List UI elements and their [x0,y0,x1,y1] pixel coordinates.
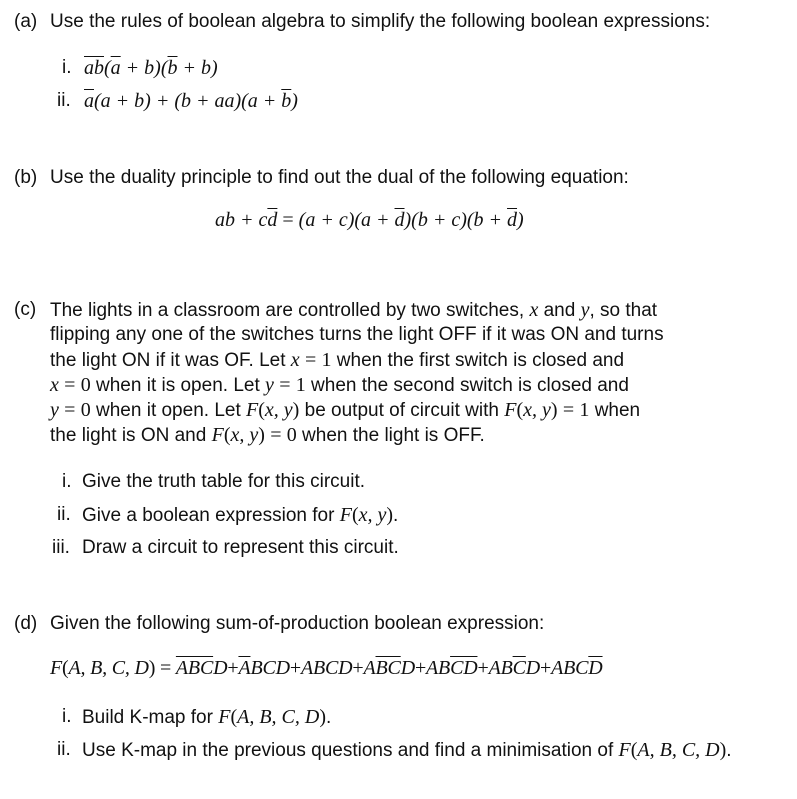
part-b-label: (b) [14,167,38,188]
part-c-item-iii-num: iii. [52,537,70,558]
part-a-item-ii-num: ii. [57,90,71,111]
part-c-item-iii-text: Draw a circuit to represent this circuit. [82,537,399,558]
part-a-item-ii-expr: $\overline{a}(a + b) + (b + aa)(a + \overline{b})$ [84,90,298,112]
part-c-line-1: The lights in a classroom are controlled by two switches, x and y, so that [50,299,658,321]
part-a-text: Use the rules of boolean algebra to simplify the following boolean expressions: [50,11,711,32]
part-d-item-i-text: Build K-map for F(A, B, C, D). [82,706,332,728]
part-c-item-ii-text: Give a boolean expression for F(x, y). [82,504,399,526]
part-c-line-2: flipping any one of the switches turns the light OFF if it was ON and turns [50,324,664,345]
part-d-expression: F(A, B, C, $D) = \overline{ABC}D+\overline{A}BCD+ABCD+A\overline{BC}D+AB\overline{CD}+AB\overline{C}D+ABC\overline{D}$ [50,657,603,679]
part-a-item-i-expr: $\overline{ab}(\overline{a} + b)(\overline{b} + b)$ [84,57,218,79]
part-c-item-ii-num: ii. [57,504,71,525]
part-d-item-i-num: i. [62,706,72,727]
part-c-line-4: x = 0 when it is open. Let y = 1 when the second switch is closed and [50,374,629,396]
part-d-text: Given the following sum-of-production boolean expression: [50,613,545,634]
part-c-label: (c) [14,299,37,320]
part-c-line-3: the light ON if it was OF. Let x = 1 when the first switch is closed and [50,349,625,371]
part-d-label: (d) [14,613,38,634]
part-d-item-ii-text: Use K-map in the previous questions and find a minimisation of F(A, B, C, D). [82,739,732,761]
part-b-text: Use the duality principle to find out the dual of the following equation: [50,167,629,188]
part-c-item-i-num: i. [62,471,72,492]
part-a-item-i-num: i. [62,57,72,78]
part-c-item-i-text: Give the truth table for this circuit. [82,471,366,492]
part-d-item-ii-num: ii. [57,739,71,760]
part-c-line-6: the light is ON and F(x, y) = 0 when the light is OFF. [50,424,485,446]
part-a-label: (a) [14,11,38,32]
part-b-equation: ab + $c\overline{d} = (a + c)(a + \overline{d})(b + c)(b + \overline{d})$ [215,209,524,231]
part-c-line-5: y = 0 when it open. Let F(x, y) be output of circuit with F(x, y) = 1 when [50,399,641,421]
